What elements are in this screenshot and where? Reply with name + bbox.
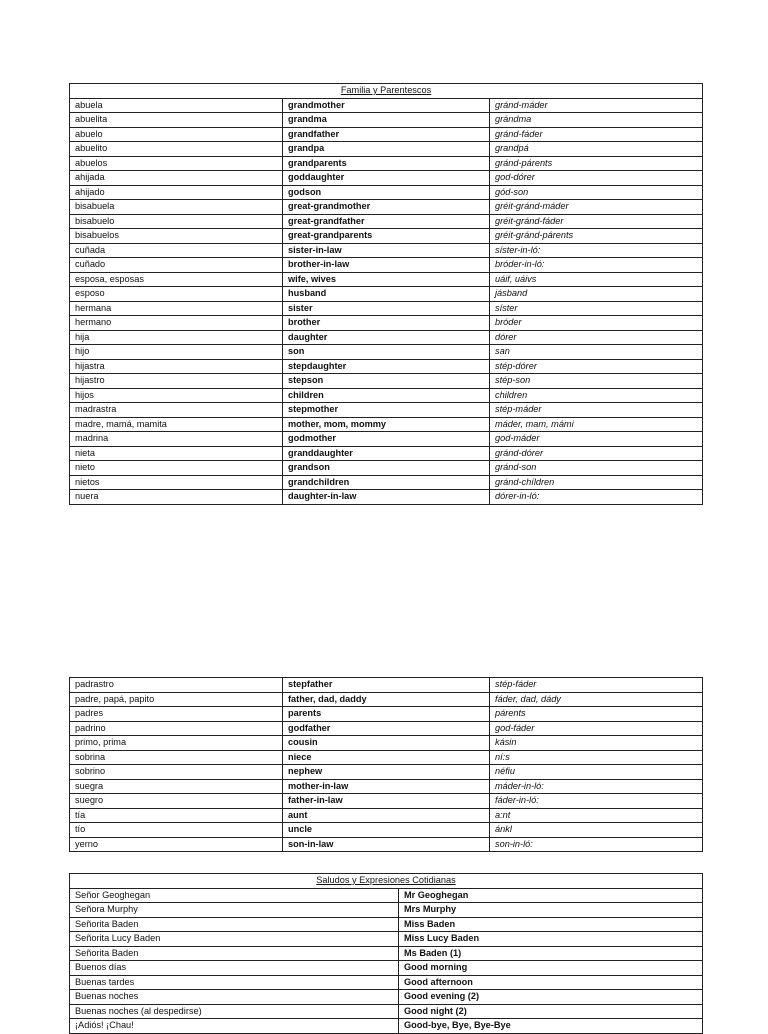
pronunciation: san bbox=[490, 345, 703, 360]
table-row bbox=[70, 156, 703, 171]
english-term: grandparents bbox=[283, 156, 490, 171]
table-row bbox=[70, 808, 703, 823]
spanish-term: nieto bbox=[70, 461, 283, 476]
pronunciation: gránd-chíldren bbox=[490, 475, 703, 490]
table-title-row bbox=[70, 874, 703, 889]
english-term: husband bbox=[283, 287, 490, 302]
spanish-expression: Señorita Baden bbox=[70, 946, 399, 961]
table-row bbox=[70, 475, 703, 490]
spanish-term: padrino bbox=[70, 721, 283, 736]
spanish-term: esposa, esposas bbox=[70, 272, 283, 287]
family-table bbox=[69, 83, 703, 505]
spanish-term: ahijada bbox=[70, 171, 283, 186]
table-row bbox=[70, 736, 703, 751]
table-row bbox=[70, 374, 703, 389]
english-term: sister-in-law bbox=[283, 243, 490, 258]
english-expression: Good morning bbox=[399, 961, 703, 976]
english-term: mother, mom, mommy bbox=[283, 417, 490, 432]
table-row bbox=[70, 461, 703, 476]
family-table-continued bbox=[69, 677, 703, 852]
english-term: son bbox=[283, 345, 490, 360]
english-term: stepfather bbox=[283, 678, 490, 693]
english-term: godson bbox=[283, 185, 490, 200]
english-term: uncle bbox=[283, 823, 490, 838]
spanish-term: hija bbox=[70, 330, 283, 345]
spanish-term: nuera bbox=[70, 490, 283, 505]
spanish-term: abuelo bbox=[70, 127, 283, 142]
table-row bbox=[70, 750, 703, 765]
english-term: cousin bbox=[283, 736, 490, 751]
spanish-expression: Señor Geoghegan bbox=[70, 888, 399, 903]
spanish-term: madrina bbox=[70, 432, 283, 447]
pronunciation: dórer bbox=[490, 330, 703, 345]
spanish-term: nieta bbox=[70, 446, 283, 461]
pronunciation: dórer-in-ló: bbox=[490, 490, 703, 505]
english-term: parents bbox=[283, 707, 490, 722]
english-term: sister bbox=[283, 301, 490, 316]
spanish-term: abuelos bbox=[70, 156, 283, 171]
table-row bbox=[70, 990, 703, 1005]
pronunciation: gréit-gránd-párents bbox=[490, 229, 703, 244]
spanish-term: suegra bbox=[70, 779, 283, 794]
english-expression: Ms Baden (1) bbox=[399, 946, 703, 961]
english-term: grandson bbox=[283, 461, 490, 476]
pronunciation: bróder bbox=[490, 316, 703, 331]
pronunciation: stép-dórer bbox=[490, 359, 703, 374]
english-term: aunt bbox=[283, 808, 490, 823]
table-row bbox=[70, 403, 703, 418]
pronunciation: children bbox=[490, 388, 703, 403]
pronunciation: gránd-párents bbox=[490, 156, 703, 171]
table-row bbox=[70, 345, 703, 360]
spanish-term: bisabuelo bbox=[70, 214, 283, 229]
english-term: stepdaughter bbox=[283, 359, 490, 374]
pronunciation: stép-son bbox=[490, 374, 703, 389]
spanish-term: bisabuelos bbox=[70, 229, 283, 244]
english-expression: Miss Baden bbox=[399, 917, 703, 932]
table-row bbox=[70, 903, 703, 918]
english-term: goddaughter bbox=[283, 171, 490, 186]
english-term: great-grandfather bbox=[283, 214, 490, 229]
pronunciation: god-dórer bbox=[490, 171, 703, 186]
english-term: nephew bbox=[283, 765, 490, 780]
spanish-expression: Señorita Lucy Baden bbox=[70, 932, 399, 947]
table-row bbox=[70, 171, 703, 186]
table-row bbox=[70, 961, 703, 976]
spanish-term: esposo bbox=[70, 287, 283, 302]
pronunciation: máder-in-ló: bbox=[490, 779, 703, 794]
english-term: children bbox=[283, 388, 490, 403]
english-term: niece bbox=[283, 750, 490, 765]
table-row bbox=[70, 779, 703, 794]
table-row bbox=[70, 330, 703, 345]
table-row bbox=[70, 214, 703, 229]
pronunciation: gránd-dórer bbox=[490, 446, 703, 461]
pronunciation: gód-son bbox=[490, 185, 703, 200]
pronunciation: grandpá bbox=[490, 142, 703, 157]
spanish-term: padres bbox=[70, 707, 283, 722]
table-row bbox=[70, 258, 703, 273]
pronunciation: stép-fáder bbox=[490, 678, 703, 693]
english-term: stepmother bbox=[283, 403, 490, 418]
pronunciation: a:nt bbox=[490, 808, 703, 823]
pronunciation: gránd-máder bbox=[490, 98, 703, 113]
pronunciation: síster-in-ló: bbox=[490, 243, 703, 258]
spanish-term: abuela bbox=[70, 98, 283, 113]
english-term: father, dad, daddy bbox=[283, 692, 490, 707]
english-term: wife, wives bbox=[283, 272, 490, 287]
english-expression: Good evening (2) bbox=[399, 990, 703, 1005]
table-row bbox=[70, 946, 703, 961]
english-expression: Good-bye, Bye, Bye-Bye bbox=[399, 1019, 703, 1034]
table-row bbox=[70, 490, 703, 505]
pronunciation: ánkl bbox=[490, 823, 703, 838]
pronunciation: stép-máder bbox=[490, 403, 703, 418]
table-row bbox=[70, 388, 703, 403]
table-row bbox=[70, 98, 703, 113]
pronunciation: uáif, uáivs bbox=[490, 272, 703, 287]
table-row bbox=[70, 417, 703, 432]
table-title: Familia y Parentescos bbox=[70, 84, 703, 99]
pronunciation: gréit-gránd-máder bbox=[490, 200, 703, 215]
table-row bbox=[70, 837, 703, 852]
english-expression: Good night (2) bbox=[399, 1004, 703, 1019]
pronunciation: néfiu bbox=[490, 765, 703, 780]
pronunciation: síster bbox=[490, 301, 703, 316]
spanish-expression: Buenas noches bbox=[70, 990, 399, 1005]
english-term: brother-in-law bbox=[283, 258, 490, 273]
table-row bbox=[70, 243, 703, 258]
greetings-table bbox=[69, 873, 703, 1034]
table-row bbox=[70, 229, 703, 244]
table-row bbox=[70, 975, 703, 990]
spanish-term: hijastro bbox=[70, 374, 283, 389]
table-title-row bbox=[70, 84, 703, 99]
spanish-term: hijo bbox=[70, 345, 283, 360]
english-term: stepson bbox=[283, 374, 490, 389]
table-row bbox=[70, 359, 703, 374]
table-row bbox=[70, 127, 703, 142]
table-row bbox=[70, 185, 703, 200]
spanish-term: padre, papá, papito bbox=[70, 692, 283, 707]
table-row bbox=[70, 707, 703, 722]
table-row bbox=[70, 917, 703, 932]
spanish-expression: Buenos días bbox=[70, 961, 399, 976]
spanish-term: tía bbox=[70, 808, 283, 823]
english-term: grandchildren bbox=[283, 475, 490, 490]
english-term: godmother bbox=[283, 432, 490, 447]
pronunciation: gránd-fáder bbox=[490, 127, 703, 142]
spanish-term: suegro bbox=[70, 794, 283, 809]
pronunciation: bróder-in-ló: bbox=[490, 258, 703, 273]
english-term: grandma bbox=[283, 113, 490, 128]
spanish-term: abuelita bbox=[70, 113, 283, 128]
pronunciation: gréit-gránd-fáder bbox=[490, 214, 703, 229]
table-row bbox=[70, 1004, 703, 1019]
spanish-term: madrastra bbox=[70, 403, 283, 418]
english-term: great-grandparents bbox=[283, 229, 490, 244]
english-term: grandfather bbox=[283, 127, 490, 142]
english-term: grandmother bbox=[283, 98, 490, 113]
pronunciation: kásin bbox=[490, 736, 703, 751]
pronunciation: fáder-in-ló: bbox=[490, 794, 703, 809]
table-row bbox=[70, 888, 703, 903]
table-row bbox=[70, 287, 703, 302]
pronunciation: máder, mam, mámi bbox=[490, 417, 703, 432]
spanish-expression: Señorita Baden bbox=[70, 917, 399, 932]
spanish-term: hijastra bbox=[70, 359, 283, 374]
spanish-term: tío bbox=[70, 823, 283, 838]
table-row bbox=[70, 721, 703, 736]
english-term: daughter-in-law bbox=[283, 490, 490, 505]
english-term: son-in-law bbox=[283, 837, 490, 852]
table-row bbox=[70, 301, 703, 316]
english-term: great-grandmother bbox=[283, 200, 490, 215]
spanish-term: sobrina bbox=[70, 750, 283, 765]
english-term: godfather bbox=[283, 721, 490, 736]
table-row bbox=[70, 692, 703, 707]
pronunciation: god-fáder bbox=[490, 721, 703, 736]
table-row bbox=[70, 794, 703, 809]
spanish-term: cuñado bbox=[70, 258, 283, 273]
english-expression: Good afternoon bbox=[399, 975, 703, 990]
spanish-expression: Buenas noches (al despedirse) bbox=[70, 1004, 399, 1019]
spanish-term: yerno bbox=[70, 837, 283, 852]
spanish-term: cuñada bbox=[70, 243, 283, 258]
english-term: father-in-law bbox=[283, 794, 490, 809]
spanish-term: bisabuela bbox=[70, 200, 283, 215]
spanish-expression: Señora Murphy bbox=[70, 903, 399, 918]
english-term: mother-in-law bbox=[283, 779, 490, 794]
spanish-term: padrastro bbox=[70, 678, 283, 693]
spanish-term: sobrino bbox=[70, 765, 283, 780]
table-row bbox=[70, 272, 703, 287]
pronunciation: son-in-ló: bbox=[490, 837, 703, 852]
table-title: Saludos y Expresiones Cotidianas bbox=[70, 874, 703, 889]
table-row bbox=[70, 932, 703, 947]
spanish-term: madre, mamá, mamita bbox=[70, 417, 283, 432]
table-row bbox=[70, 142, 703, 157]
spanish-term: abuelito bbox=[70, 142, 283, 157]
pronunciation: gránd-son bbox=[490, 461, 703, 476]
english-expression: Mr Geoghegan bbox=[399, 888, 703, 903]
table-row bbox=[70, 113, 703, 128]
pronunciation: jásband bbox=[490, 287, 703, 302]
table-row bbox=[70, 200, 703, 215]
english-term: granddaughter bbox=[283, 446, 490, 461]
table-row bbox=[70, 316, 703, 331]
table-row bbox=[70, 1019, 703, 1034]
table-row bbox=[70, 446, 703, 461]
pronunciation: ní:s bbox=[490, 750, 703, 765]
spanish-expression: ¡Adiós! ¡Chau! bbox=[70, 1019, 399, 1034]
pronunciation: párents bbox=[490, 707, 703, 722]
table-row bbox=[70, 678, 703, 693]
pronunciation: grándma bbox=[490, 113, 703, 128]
pronunciation: fáder, dad, dády bbox=[490, 692, 703, 707]
english-expression: Mrs Murphy bbox=[399, 903, 703, 918]
spanish-term: nietos bbox=[70, 475, 283, 490]
spanish-expression: Buenas tardes bbox=[70, 975, 399, 990]
english-expression: Miss Lucy Baden bbox=[399, 932, 703, 947]
english-term: grandpa bbox=[283, 142, 490, 157]
table-row bbox=[70, 765, 703, 780]
spanish-term: hermano bbox=[70, 316, 283, 331]
table-row bbox=[70, 432, 703, 447]
pronunciation: god-máder bbox=[490, 432, 703, 447]
english-term: brother bbox=[283, 316, 490, 331]
spanish-term: hijos bbox=[70, 388, 283, 403]
spanish-term: ahijado bbox=[70, 185, 283, 200]
english-term: daughter bbox=[283, 330, 490, 345]
table-row bbox=[70, 823, 703, 838]
spanish-term: hermana bbox=[70, 301, 283, 316]
spanish-term: primo, prima bbox=[70, 736, 283, 751]
